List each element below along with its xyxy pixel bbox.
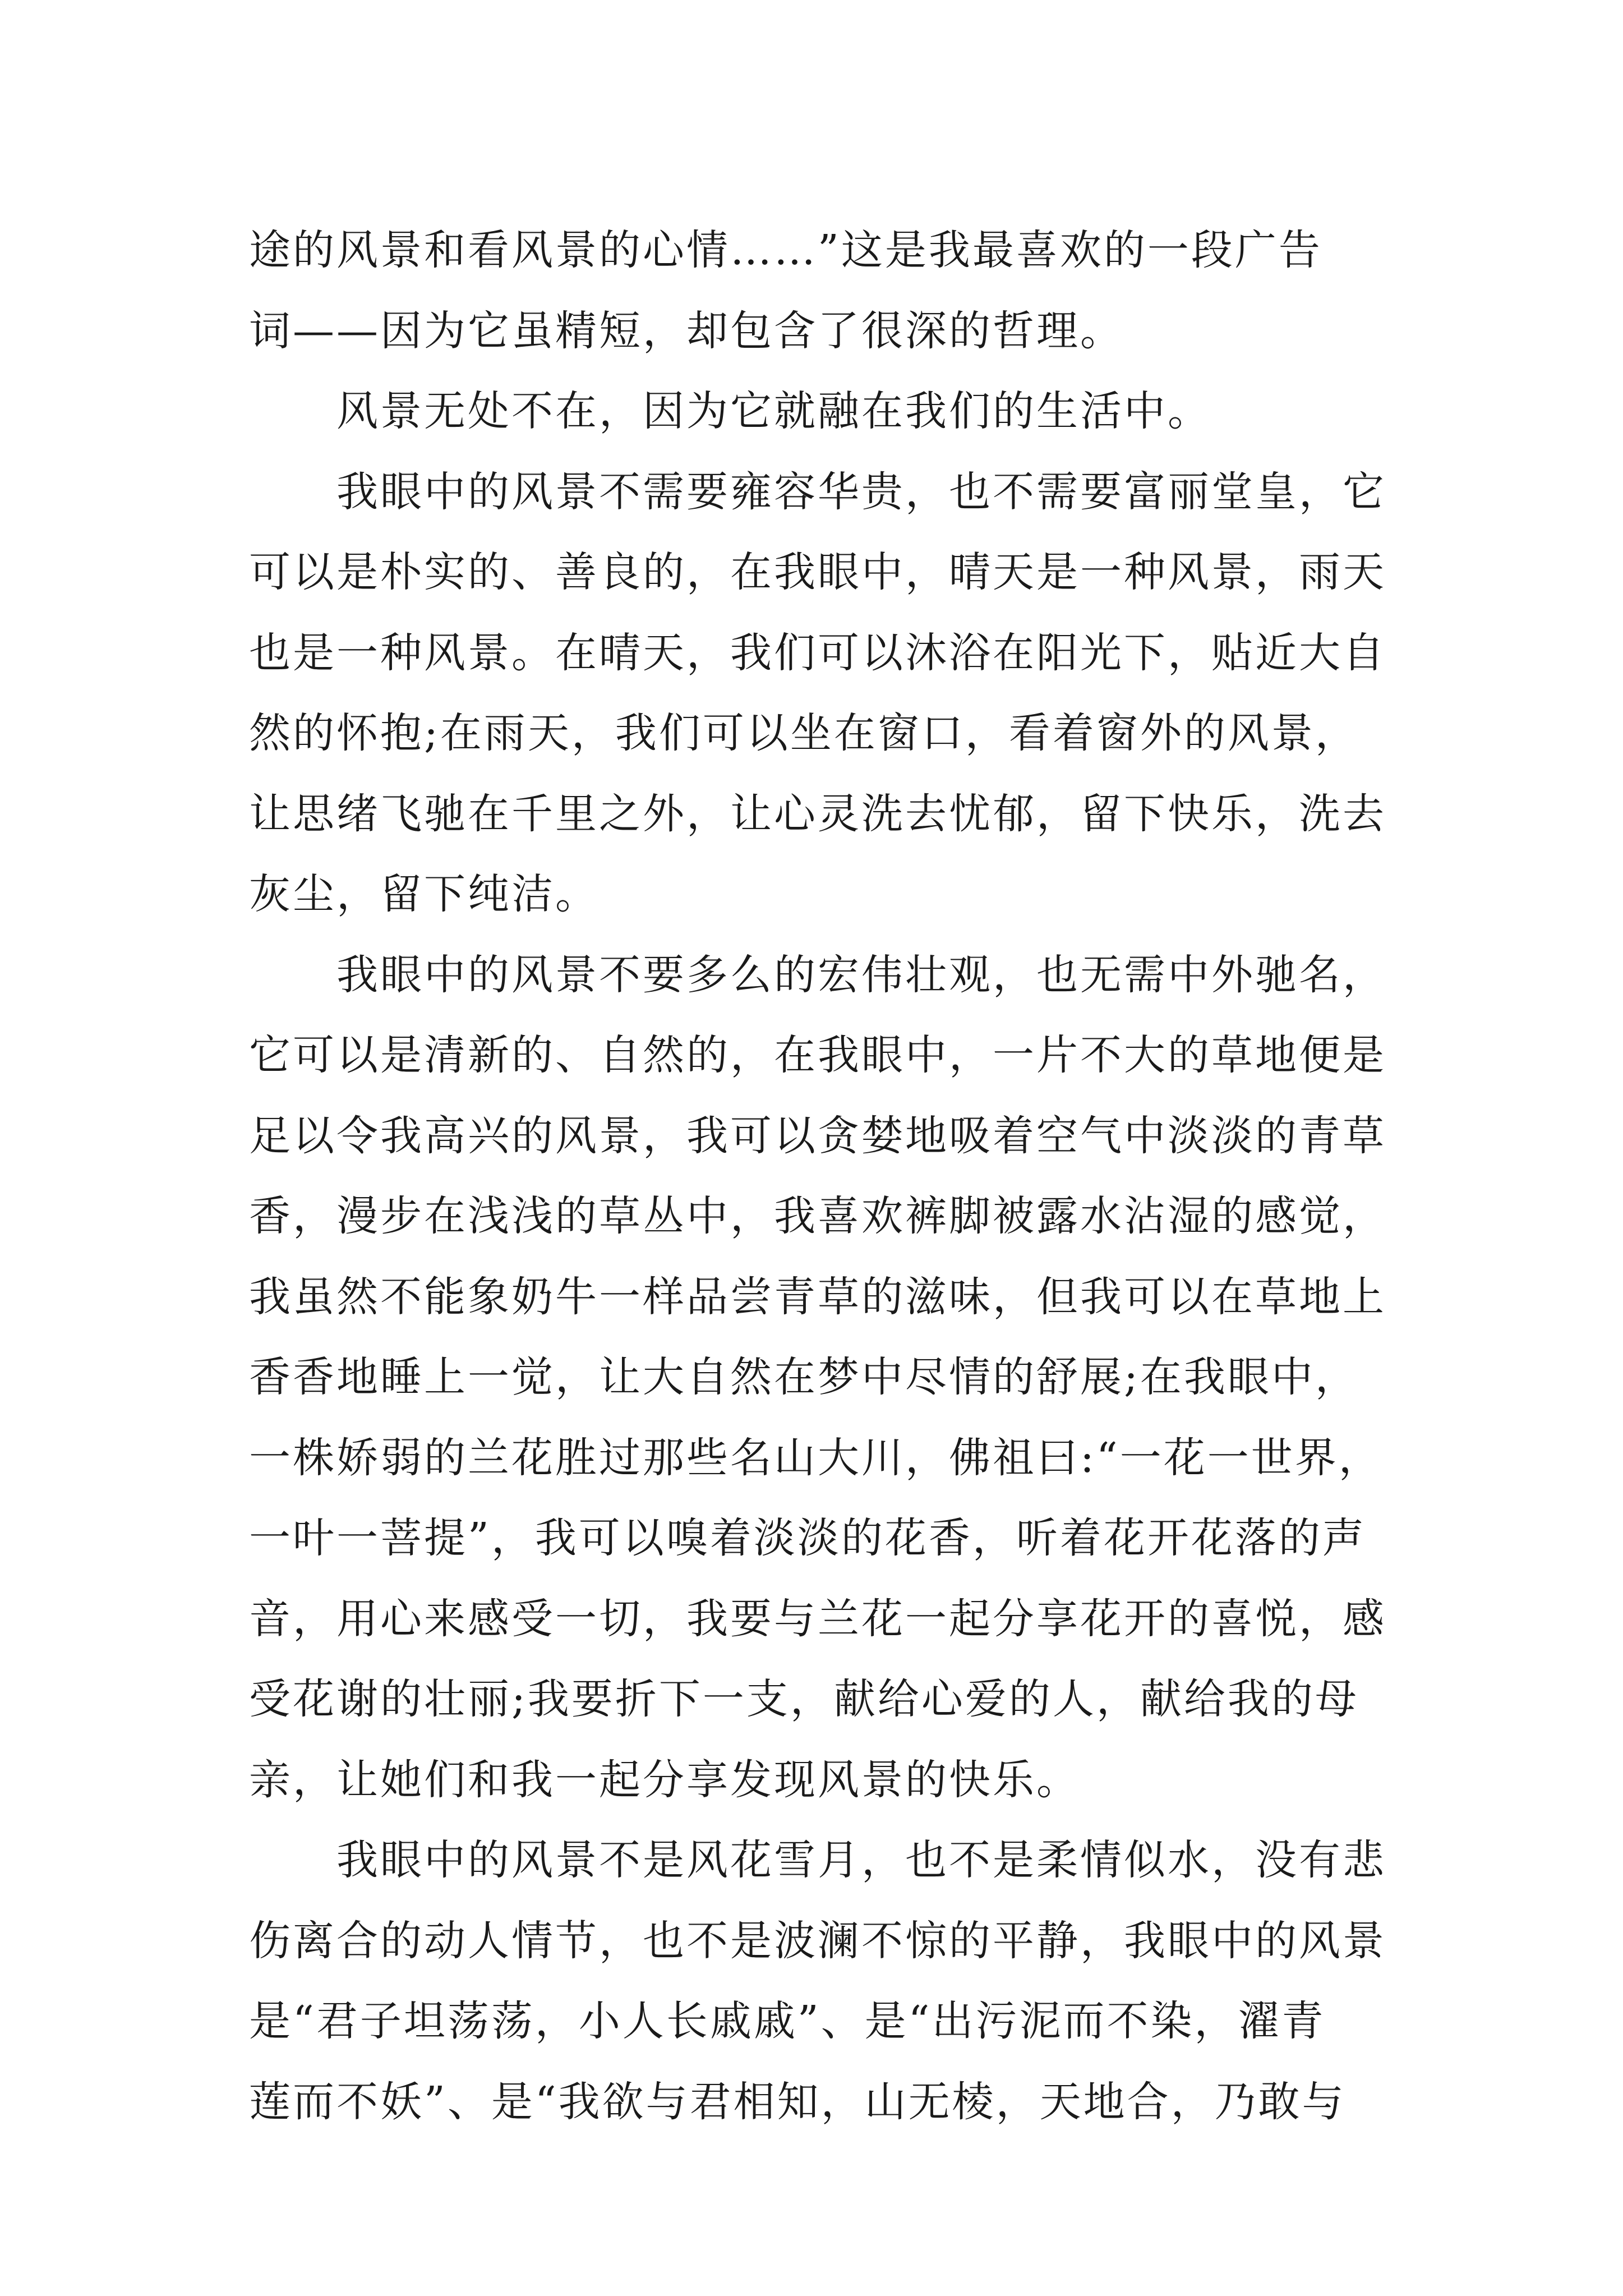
- text-line: 是“君子坦荡荡，小人长戚戚”、是“出污泥而不染，濯青: [249, 1997, 1326, 2045]
- text-line: 音，用心来感受一切，我要与兰花一起分享花开的喜悦，感: [249, 1594, 1386, 1643]
- text-line: 可以是朴实的、善良的，在我眼中，晴天是一种风景，雨天: [249, 548, 1386, 596]
- text-line: 我眼中的风景不需要雍容华贵，也不需要富丽堂皇，它: [249, 467, 1386, 516]
- text-line: 我眼中的风景不是风花雪月，也不是柔情似水，没有悲: [249, 1836, 1386, 1884]
- text-line: 也是一种风景。在晴天，我们可以沐浴在阳光下，贴近大自: [249, 628, 1386, 677]
- text-line: 足以令我高兴的风景，我可以贪婪地吸着空气中淡淡的青草: [249, 1111, 1386, 1160]
- text-line: 风景无处不在，因为它就融在我们的生活中。: [249, 387, 1211, 435]
- text-line: 受花谢的壮丽;我要折下一支，献给心爱的人，献给我的母: [249, 1675, 1359, 1723]
- text-line: 香香地睡上一觉，让大自然在梦中尽情的舒展;在我眼中，: [249, 1353, 1359, 1401]
- document-body: [249, 210, 1387, 2142]
- text-line: 一叶一菩提”，我可以嗅着淡淡的花香，听着花开花落的声: [249, 1514, 1366, 1562]
- text-line: 词——因为它虽精短，却包含了很深的哲理。: [249, 306, 1124, 355]
- text-line: 我眼中的风景不要多么的宏伟壮观，也无需中外驰名，: [249, 950, 1386, 999]
- text-line: 然的怀抱;在雨天，我们可以坐在窗口，看着窗外的风景，: [249, 709, 1359, 757]
- text-line: 亲，让她们和我一起分享发现风景的快乐。: [249, 1755, 1080, 1804]
- text-line: 让思绪飞驰在千里之外，让心灵洗去忧郁，留下快乐，洗去: [249, 789, 1386, 838]
- text-line: 伤离合的动人情节，也不是波澜不惊的平静，我眼中的风景: [249, 1916, 1386, 1965]
- text-line: 莲而不妖”、是“我欲与君相知，山无棱，天地合，乃敢与: [249, 2077, 1346, 2126]
- text-line: 它可以是清新的、自然的，在我眼中，一片不大的草地便是: [249, 1031, 1386, 1079]
- text-line: 灰尘，留下纯洁。: [249, 870, 599, 918]
- text-line: 我虽然不能象奶牛一样品尝青草的滋味，但我可以在草地上: [249, 1272, 1386, 1321]
- text-line: 一株娇弱的兰花胜过那些名山大川，佛祖曰:“一花一世界，: [249, 1433, 1382, 1482]
- text-line: 途的风景和看风景的心情……”这是我最喜欢的一段广告: [249, 226, 1322, 274]
- text-line: 香，漫步在浅浅的草丛中，我喜欢裤脚被露水沾湿的感觉，: [249, 1192, 1386, 1240]
